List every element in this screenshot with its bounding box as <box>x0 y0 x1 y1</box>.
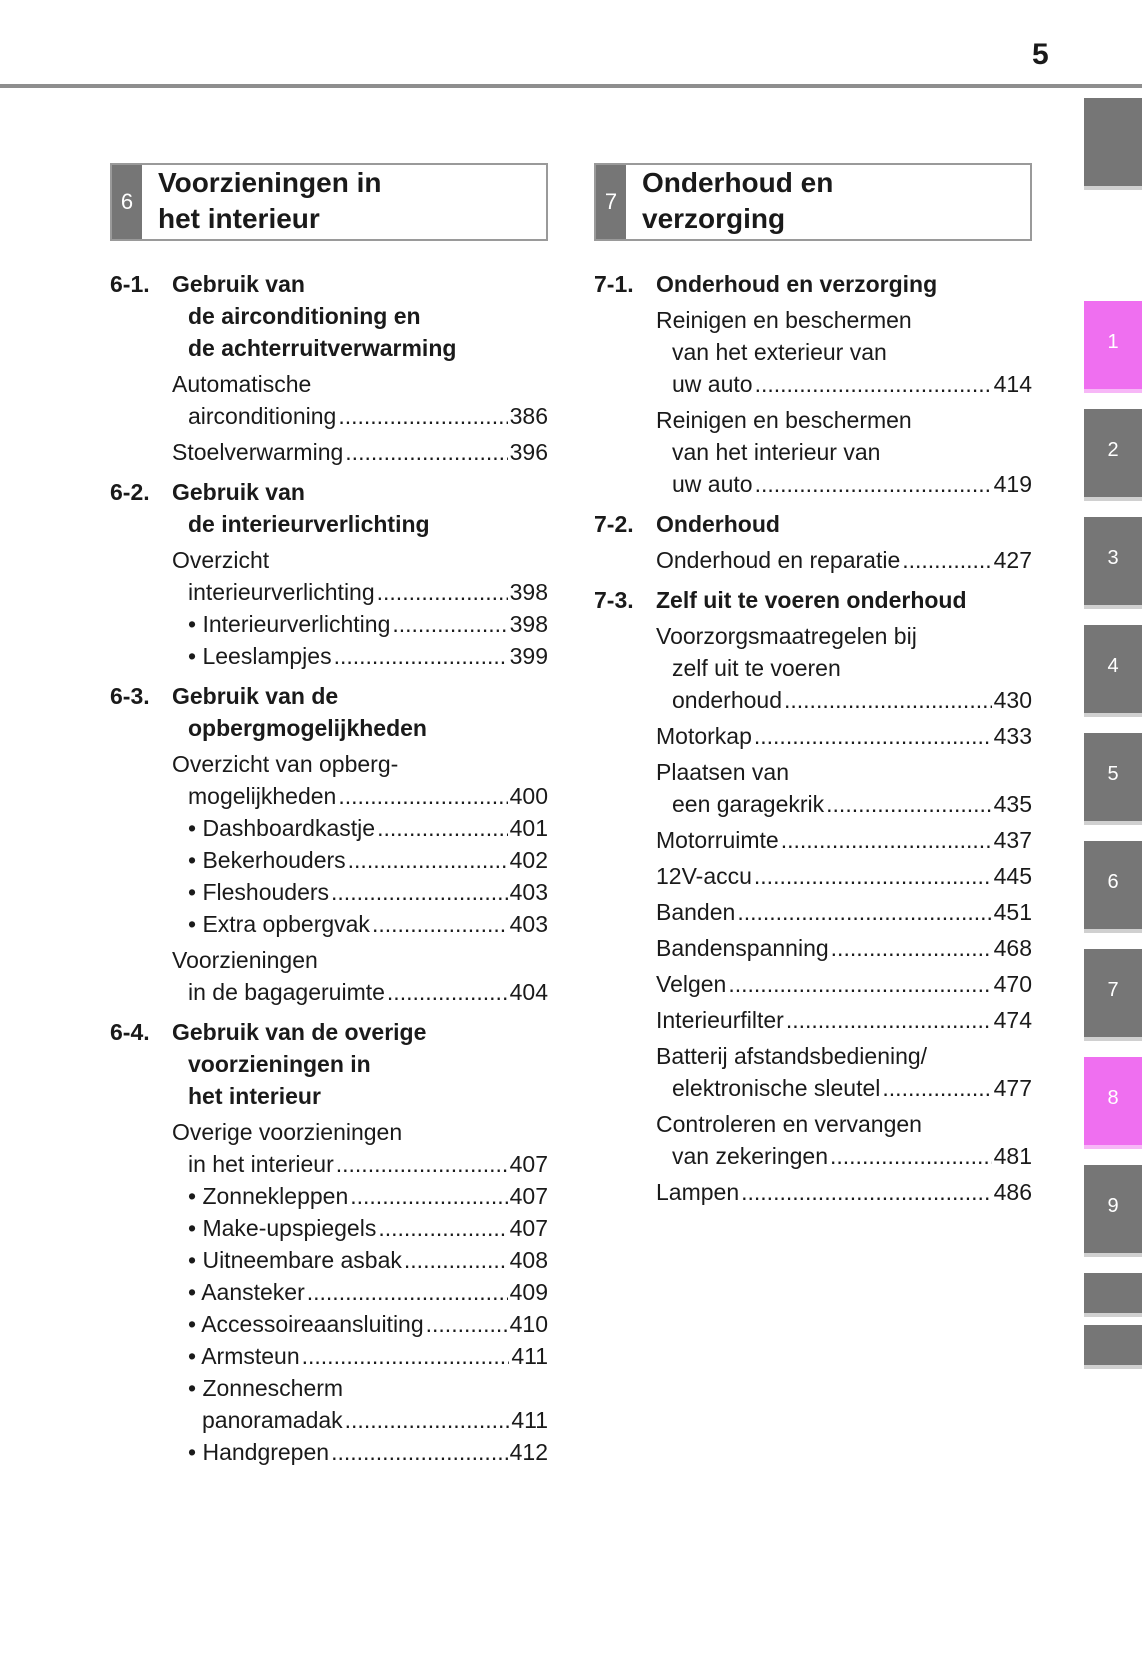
section-title: Onderhoud <box>656 511 780 537</box>
tab-chapter-8[interactable]: 8 <box>1084 1057 1142 1149</box>
section-number: 7-1. <box>594 271 634 297</box>
toc-entry[interactable]: Velgen ..... 470 <box>656 968 1032 1000</box>
tab-chapter-6[interactable]: 6 <box>1084 841 1142 933</box>
tab-chapter-7[interactable]: 7 <box>1084 949 1142 1041</box>
toc-entry[interactable]: Motorkap ..... 433 <box>656 720 1032 752</box>
section-number: 6-2. <box>110 479 150 505</box>
tab-chapter-3[interactable]: 3 <box>1084 517 1142 609</box>
toc-entry[interactable]: Overzicht van opberg- mogelijkheden ..... 400 <box>172 748 548 812</box>
chapter-6-title: Voorzieningen in het interieur <box>158 167 382 234</box>
section-title: Gebruik van de interieurverlichting <box>172 479 430 537</box>
toc-entry[interactable]: 12V-accu ..... 445 <box>656 860 1032 892</box>
tab-blank-top <box>1084 98 1142 190</box>
section-7-3[interactable] <box>594 584 1032 616</box>
toc-entry[interactable]: Batterij afstandsbediening/ elektronische sleutel ..... 477 <box>656 1040 1032 1104</box>
toc-entry[interactable]: Plaatsen van een garagekrik ..... 435 <box>656 756 1032 820</box>
chapter-7-number: 7 <box>596 165 626 239</box>
toc-entry[interactable]: Interieurfilter ..... 474 <box>656 1004 1032 1036</box>
chapter-7-header <box>594 163 1032 241</box>
section-6-3[interactable] <box>110 680 548 744</box>
section-6-4[interactable] <box>110 1016 548 1112</box>
toc-entry[interactable]: • Dashboardkastje ..... 401 • Bekerhouders ..... 402 • Fleshouders ..... 403 • Extra opbergvak ..... 403 <box>172 812 548 940</box>
chapter-6-header <box>110 163 548 241</box>
section-title: Gebruik van de overige voorzieningen in het interieur <box>172 1019 427 1109</box>
section-6-1[interactable] <box>110 268 548 364</box>
tab-chapter-9[interactable]: 9 <box>1084 1165 1142 1257</box>
section-title: Gebruik van de opbergmogelijkheden <box>172 683 427 741</box>
chapter-6-number: 6 <box>112 165 142 239</box>
section-number: 6-4. <box>110 1019 150 1045</box>
tab-blank-a <box>1084 1273 1142 1317</box>
toc-entry[interactable]: Bandenspanning ..... 468 <box>656 932 1032 964</box>
section-title: Onderhoud en verzorging <box>656 271 938 297</box>
toc-entry[interactable]: Overzicht interieurverlichting ..... 398 <box>172 544 548 608</box>
chapter-7-title: Onderhoud en verzorging <box>642 167 834 234</box>
toc-entry[interactable]: Voorzorgsmaatregelen bij zelf uit te voeren onderhoud ..... 430 <box>656 620 1032 716</box>
toc-entry[interactable]: Automatische airconditioning ..... 386 <box>172 368 548 432</box>
chapter-7-column <box>594 163 1032 1208</box>
toc-entry[interactable]: • Interieurverlichting ..... 398 • Leeslampjes ..... 399 <box>172 608 548 672</box>
toc-entry[interactable]: Reinigen en beschermen van het exterieur van uw auto ..... 414 <box>656 304 1032 400</box>
section-6-2[interactable] <box>110 476 548 540</box>
section-number: 7-2. <box>594 511 634 537</box>
toc-entry[interactable]: Controleren en vervangen van zekeringen ..... 481 <box>656 1108 1032 1172</box>
toc-entry[interactable]: Banden ..... 451 <box>656 896 1032 928</box>
toc-entry[interactable]: Onderhoud en reparatie ..... 427 <box>656 544 1032 576</box>
tab-chapter-2[interactable]: 2 <box>1084 409 1142 501</box>
section-title: Zelf uit te voeren onderhoud <box>656 587 967 613</box>
section-title: Gebruik van de airconditioning en de achterruitverwarming <box>172 271 457 361</box>
section-7-2[interactable] <box>594 508 1032 540</box>
tab-chapter-5[interactable]: 5 <box>1084 733 1142 825</box>
toc-entry[interactable]: • Zonnekleppen ..... 407 • Make-upspiegels ..... 407 • Uitneembare asbak ..... 408 • Aansteker ..... 409 • Accessoireaansluiting ..... 410 • Armsteun ..... 411 • Zonnescherm panoramadak ..... 411 • Handgrepen ..... 412 <box>172 1180 548 1468</box>
tab-blank-b <box>1084 1325 1142 1369</box>
section-number: 6-1. <box>110 271 150 297</box>
section-7-1[interactable] <box>594 268 1032 300</box>
toc-entry[interactable]: Motorruimte ..... 437 <box>656 824 1032 856</box>
section-number: 7-3. <box>594 587 634 613</box>
toc-entry[interactable]: Reinigen en beschermen van het interieur van uw auto ..... 419 <box>656 404 1032 500</box>
section-number: 6-3. <box>110 683 150 709</box>
toc-entry[interactable]: Stoelverwarming ..... 396 <box>172 436 548 468</box>
page-number: 5 <box>1032 38 1049 71</box>
toc-entry[interactable]: Overige voorzieningen in het interieur ..... 407 <box>172 1116 548 1180</box>
header-rule <box>0 84 1142 88</box>
tab-chapter-1[interactable]: 1 <box>1084 301 1142 393</box>
tab-chapter-4[interactable]: 4 <box>1084 625 1142 717</box>
toc-entry[interactable]: Voorzieningen in de bagageruimte ..... 404 <box>172 944 548 1008</box>
chapter-tabs <box>1084 98 1142 1377</box>
chapter-6-column <box>110 163 548 1468</box>
toc-entry[interactable]: Lampen ..... 486 <box>656 1176 1032 1208</box>
